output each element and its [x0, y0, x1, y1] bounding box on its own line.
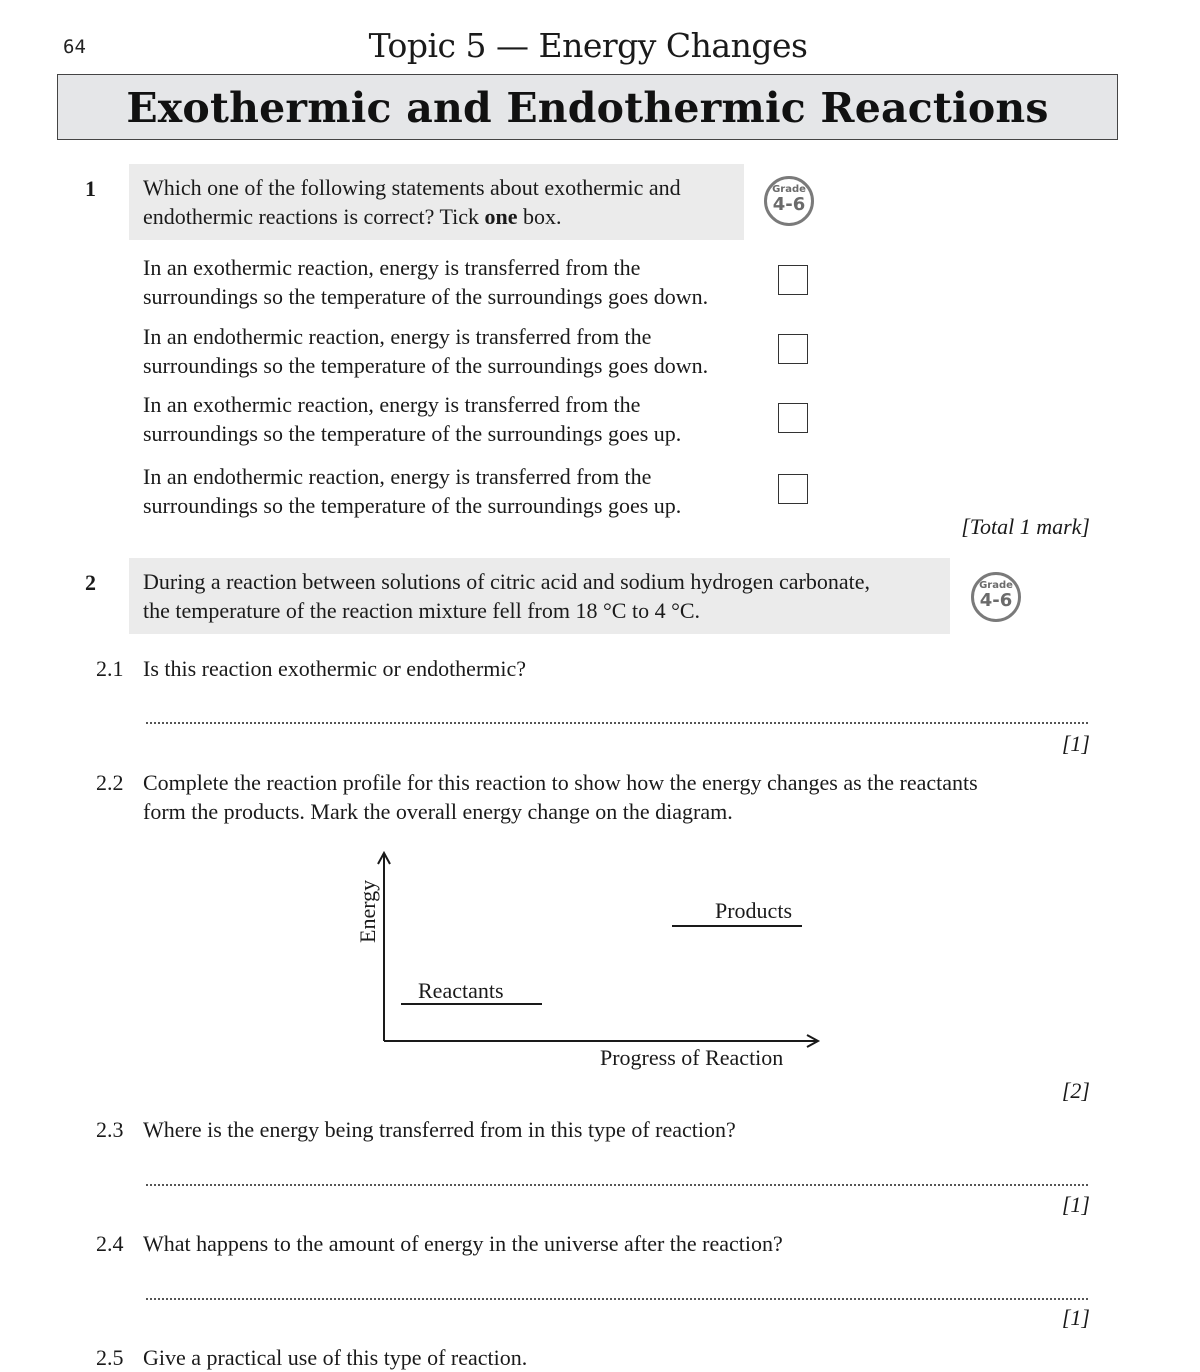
part-2-2-marks: [2]	[1061, 1078, 1090, 1103]
page-number: 64	[63, 36, 86, 58]
part-2-1-number: 2.1	[96, 656, 124, 681]
question-1-prompt: Which one of the following statements about exothermic and endothermic reactions is correct? Tick one box.	[143, 175, 681, 229]
question-2-number: 2	[85, 570, 96, 595]
option-4-checkbox[interactable]	[778, 474, 808, 504]
option-2-checkbox[interactable]	[778, 334, 808, 364]
option-1-checkbox[interactable]	[778, 265, 808, 295]
question-2-prompt: During a reaction between solutions of citric acid and sodium hydrogen carbonate, the temperature of the reaction mixture fell from 18 °C to 4 °C.	[143, 569, 870, 623]
axes-svg	[340, 840, 840, 1080]
title-banner	[57, 74, 1118, 140]
energy-axis-label: Energy	[355, 879, 380, 943]
part-2-4-answer-line[interactable]	[146, 1298, 1088, 1300]
part-2-3-number: 2.3	[96, 1117, 124, 1142]
part-2-1-marks: [1]	[1061, 731, 1090, 756]
page-title: Exothermic and Endothermic Reactions	[126, 84, 1049, 132]
option-4-text: In an endothermic reaction, energy is transferred from the surroundings so the temperature of the surroundings goes up.	[143, 464, 682, 518]
grade-badge-icon: Grade 4-6	[971, 572, 1021, 622]
part-2-3-question: Where is the energy being transferred from in this type of reaction?	[143, 1117, 736, 1142]
products-label: Products	[715, 898, 792, 923]
part-2-4-question: What happens to the amount of energy in the universe after the reaction?	[143, 1231, 783, 1256]
part-2-5-question: Give a practical use of this type of reaction.	[143, 1345, 528, 1370]
reaction-profile-diagram[interactable]	[340, 840, 840, 1080]
progress-axis-label: Progress of Reaction	[600, 1045, 784, 1070]
part-2-4-number: 2.4	[96, 1231, 124, 1256]
part-2-1-question: Is this reaction exothermic or endothermic?	[143, 656, 527, 681]
part-2-3-marks: [1]	[1061, 1192, 1090, 1217]
reactants-label: Reactants	[418, 978, 504, 1003]
part-2-4-marks: [1]	[1061, 1305, 1090, 1330]
option-3-checkbox[interactable]	[778, 403, 808, 433]
topic-heading: Topic 5 — Energy Changes	[368, 26, 808, 65]
option-2-text: In an endothermic reaction, energy is transferred from the surroundings so the temperature of the surroundings goes down.	[143, 324, 709, 378]
option-3-text: In an exothermic reaction, energy is transferred from the surroundings so the temperature of the surroundings goes up.	[143, 392, 682, 446]
part-2-5-number: 2.5	[96, 1345, 124, 1370]
question-1-marks: [Total 1 mark]	[961, 514, 1090, 539]
option-1-text: In an exothermic reaction, energy is transferred from the surroundings so the temperature of the surroundings goes down.	[143, 255, 709, 309]
part-2-1-answer-line[interactable]	[146, 722, 1088, 724]
part-2-2-question: Complete the reaction profile for this reaction to show how the energy changes as the reactants form the products. Mark the overall energy change on the diagram.	[143, 770, 978, 824]
part-2-2-number: 2.2	[96, 770, 124, 795]
part-2-3-answer-line[interactable]	[146, 1184, 1088, 1186]
question-1-number: 1	[85, 176, 96, 201]
grade-badge-icon: Grade 4-6	[764, 176, 814, 226]
